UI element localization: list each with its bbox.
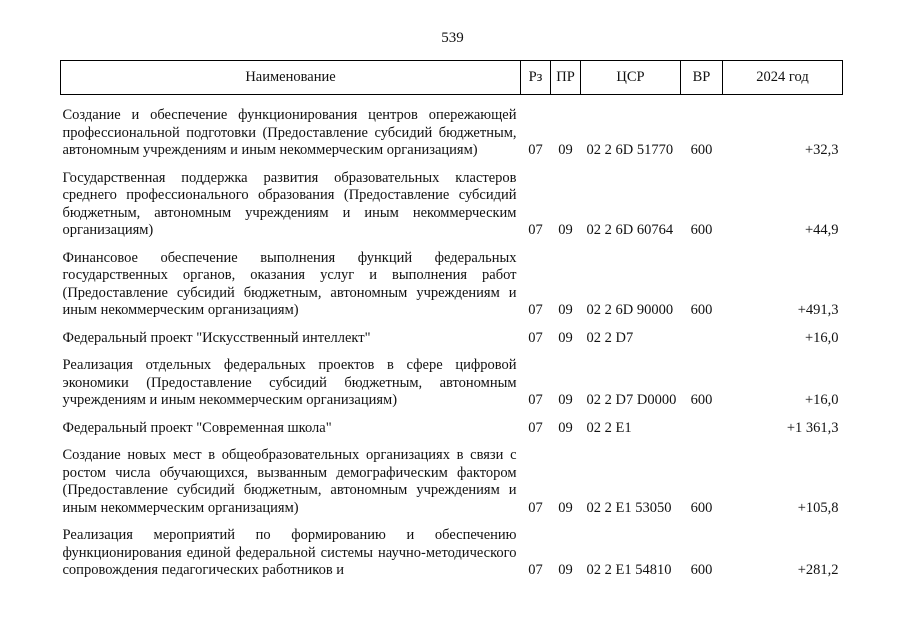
row-rz: 07 [528, 499, 543, 516]
row-amount: +1 361,3 [786, 419, 839, 436]
row-amount: +16,0 [804, 392, 839, 408]
header-year: 2024 год [723, 61, 843, 95]
row-name: Финансовое обеспечение выполнения функций федеральных государственных органов, оказания услуг и выполнения работ (Предоставление субсидий бюджетным, автономным учреждениям и иным некоммерческим организациям) [62, 249, 517, 318]
row-csr: 02 2 E1 [586, 419, 632, 436]
page-number: 539 [441, 30, 464, 46]
row-pr: 09 [558, 329, 573, 346]
table-row [61, 420, 843, 440]
row-csr: 02 2 E1 53050 [586, 499, 672, 516]
row-csr: 02 2 D7 D0000 [586, 392, 677, 408]
row-rz: 07 [528, 562, 543, 578]
row-vr [681, 420, 723, 440]
row-rz: 07 [528, 222, 543, 238]
row-rz: 07 [528, 392, 543, 408]
row-rz: 07 [528, 419, 543, 436]
row-pr: 09 [558, 392, 573, 408]
row-vr [681, 330, 723, 350]
table-row [61, 357, 843, 412]
row-vr: 600 [690, 392, 713, 408]
row-vr: 600 [690, 222, 713, 238]
table-row [61, 107, 843, 162]
row-name: Реализация отдельных федеральных проектов в сфере цифровой экономики (Предоставление субсидий бюджетным, автономным учреждениям и иным некоммерческим организациям) [62, 357, 517, 408]
table-row [61, 527, 843, 582]
row-pr: 09 [558, 499, 573, 516]
row-amount: +32,3 [804, 142, 839, 158]
row-csr: 02 2 6D 90000 [586, 302, 674, 318]
row-name: Создание и обеспечение функционирования центров опережающей профессиональной подготовки (Предоставление субсидий бюджетным, автономным учреждениям и иным некоммерческим организациям) [62, 107, 517, 158]
header-name: Наименование [61, 61, 521, 95]
row-amount: +491,3 [797, 302, 839, 318]
table-row [61, 170, 843, 242]
row-amount: +16,0 [804, 329, 839, 346]
row-vr: 600 [690, 562, 713, 578]
row-csr: 02 2 E1 54810 [586, 562, 672, 578]
row-csr: 02 2 6D 51770 [586, 142, 674, 158]
row-amount: +105,8 [797, 499, 839, 516]
row-name: Государственная поддержка развития образовательных кластеров среднего профессионального образования (Предоставление субсидий бюджетным, автономным учреждениям и иным некоммерческим организациям) [62, 169, 517, 238]
row-pr: 09 [558, 562, 573, 578]
header-rz: Рз [521, 61, 551, 95]
row-amount: +281,2 [797, 562, 839, 578]
row-vr: 600 [690, 142, 713, 158]
table-row [61, 330, 843, 350]
table-header-row [61, 61, 843, 95]
table-row [61, 447, 843, 519]
row-pr: 09 [558, 419, 573, 436]
header-pr: ПР [551, 61, 581, 95]
table-row [61, 250, 843, 322]
row-rz: 07 [528, 142, 543, 158]
budget-table [60, 60, 843, 582]
row-vr: 600 [690, 499, 713, 516]
row-name: Федеральный проект "Современная школа" [62, 419, 332, 436]
row-pr: 09 [558, 302, 573, 318]
row-vr: 600 [690, 302, 713, 318]
header-vr: ВР [681, 61, 723, 95]
header-csr: ЦСР [581, 61, 681, 95]
row-name: Создание новых мест в общеобразовательных организациях в связи с ростом числа обучающихся, вызванным демографическим фактором (Предоставление субсидий бюджетным, автономным учреждениям и иным некоммерческим организациям) [62, 447, 517, 516]
row-name: Федеральный проект "Искусственный интеллект" [62, 329, 371, 346]
row-pr: 09 [558, 222, 573, 238]
row-pr: 09 [558, 142, 573, 158]
row-csr: 02 2 D7 [586, 329, 634, 346]
row-csr: 02 2 6D 60764 [586, 222, 674, 238]
row-rz: 07 [528, 329, 543, 346]
row-rz: 07 [528, 302, 543, 318]
row-amount: +44,9 [804, 222, 839, 238]
row-name: Реализация мероприятий по формированию и обеспечению функционирования единой федеральной системы научно-методического сопровождения педагогических работников и [62, 527, 517, 578]
